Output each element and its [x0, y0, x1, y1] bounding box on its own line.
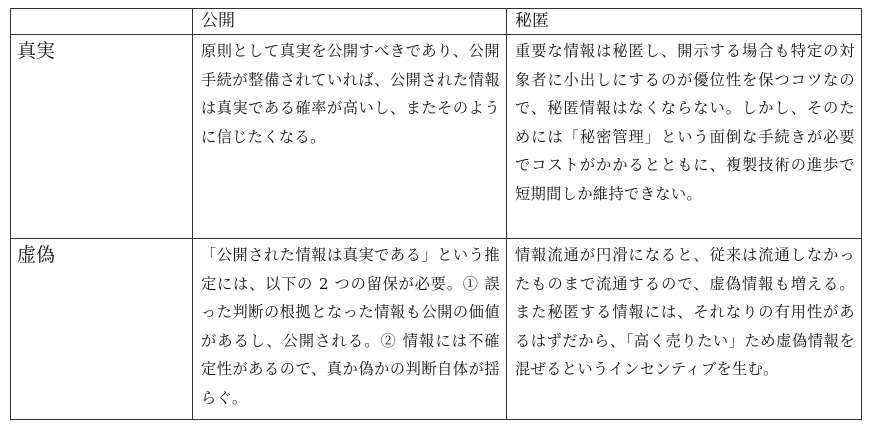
- cell-truth-secret: [507, 35, 862, 239]
- cell-text-falsehood-public: 「公開された情報は真実である」という推定には、以下の 2 つの留保が必要。① 誤った判断の根拠となった情報も公開の価値があるし、公開される。② 情報には不確定性があるので、真か偽かの判断自体が揺らぐ。: [201, 246, 500, 407]
- row-label-cell: [11, 239, 193, 420]
- row-label-truth: 真実: [17, 40, 56, 62]
- row-label-cell: [11, 35, 193, 239]
- row-label-falsehood: 虚偽: [17, 244, 56, 266]
- column-header-secret: 秘匿: [515, 11, 549, 31]
- cell-text-falsehood-secret: 情報流通が円滑になると、従来は流通しなかったものまで流通するので、虚偽情報も増える。また秘匿する情報には、それなりの有用性があるはずだから、「高く売りたい」ため虚偽情報を混ぜるというインセンティブを生む。: [515, 246, 855, 378]
- truth-disclosure-matrix: [10, 8, 862, 420]
- column-header-public: 公開: [201, 11, 235, 31]
- cell-text-truth-public: 原則として真実を公開すべきであり、公開手続が整備されていれば、公開された情報は真実である確率が高いし、またそのように信じたくなる。: [201, 42, 500, 146]
- header-cell-public: [193, 9, 507, 35]
- table-row-falsehood: [11, 239, 862, 420]
- corner-cell: [11, 9, 193, 35]
- header-cell-secret: [507, 9, 862, 35]
- cell-text-truth-secret: 重要な情報は秘匿し、開示する場合も特定の対象者に小出しにするのが優位性を保つコツなので、秘匿情報はなくならない。しかし、そのためには「秘密管理」という面倒な手続きが必要でコストがかかるとともに、複製技術の進歩で短期間しか維持できない。: [515, 42, 855, 203]
- cell-falsehood-secret: [507, 239, 862, 420]
- cell-truth-public: [193, 35, 507, 239]
- cell-falsehood-public: [193, 239, 507, 420]
- table-row-truth: [11, 35, 862, 239]
- header-row: [11, 9, 862, 35]
